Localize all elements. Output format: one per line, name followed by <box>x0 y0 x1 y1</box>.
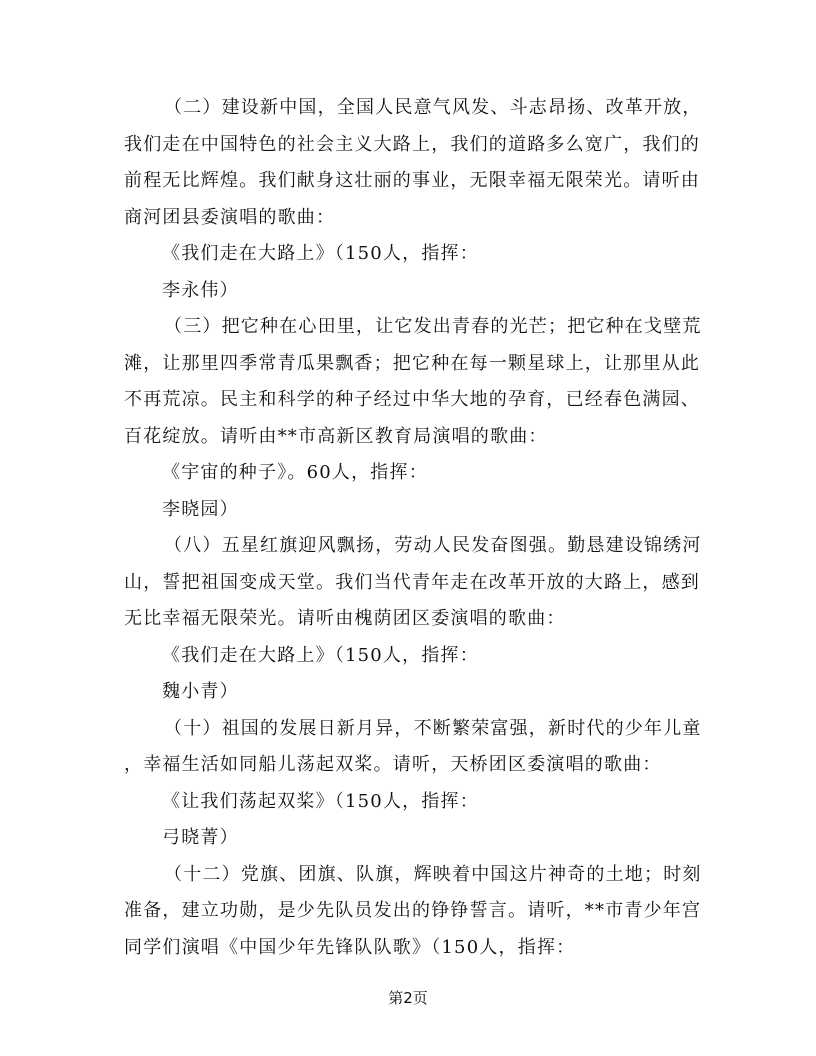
conductor-line: 李晓园） <box>162 498 239 520</box>
song-title-line: 《宇宙的种子》。60人，指挥： <box>162 462 428 483</box>
song-credit-1 <box>124 236 690 309</box>
paragraph-line: （十）祖国的发展日新月异，不断繁荣富强，新时代的少年儿童 <box>164 717 702 739</box>
paragraph-line: 商河团县委演唱的歌曲： <box>124 206 336 228</box>
song-title-line: 《让我们荡起双桨》（150人，指挥： <box>162 790 479 812</box>
paragraph-line: 同学们演唱《中国少年先锋队队歌》（150人，指挥： <box>124 936 576 958</box>
conductor-line: 魏小青） <box>162 681 239 702</box>
paragraph-line: 无比幸福无限荣光。请听由槐荫团区委演唱的歌曲： <box>124 608 566 629</box>
document-body <box>124 90 702 966</box>
paragraph-line: 不再荒凉。民主和科学的种子经过中华大地的孕育，已经春色满园、 <box>124 389 700 410</box>
paragraph-line: ，幸福生活如同船儿荡起双桨。请听，天桥团区委演唱的歌曲： <box>124 754 662 775</box>
paragraph-section-8 <box>124 528 702 638</box>
paragraph-line: （八）五星红旗迎风飘扬，劳动人民发奋图强。勤恳建设锦绣河 <box>164 535 702 556</box>
song-credit-2 <box>124 455 690 528</box>
song-title-line: 《我们走在大路上》（150人，指挥： <box>162 644 479 666</box>
paragraph-line: 百花绽放。请听由**市高新区教育局演唱的歌曲： <box>124 425 548 447</box>
paragraph-section-10 <box>124 711 702 784</box>
paragraph-section-2 <box>124 90 702 236</box>
paragraph-line: （十二）党旗、团旗、队旗，辉映着中国这片神奇的土地；时刻 <box>164 863 702 885</box>
conductor-line: 弓晓菁） <box>162 827 239 848</box>
page-number: 第2页 <box>388 989 428 1007</box>
song-credit-3 <box>124 638 690 711</box>
paragraph-section-3 <box>124 309 702 455</box>
conductor-line: 李永伟） <box>162 279 239 301</box>
paragraph-line: 山，誓把祖国变成天堂。我们当代青年走在改革开放的大路上，感到 <box>124 571 700 593</box>
song-title-line: 《我们走在大路上》（150人，指挥： <box>162 243 479 264</box>
song-credit-4 <box>124 784 690 857</box>
paragraph-line: 前程无比辉煌。我们献身这壮丽的事业，无限幸福无限荣光。请听由 <box>124 170 700 191</box>
paragraph-line: （二）建设新中国，全国人民意气风发、斗志昂扬、改革开放， <box>164 97 702 118</box>
paragraph-line: 滩，让那里四季常青瓜果飘香；把它种在每一颗星球上，让那里从此 <box>124 352 700 374</box>
paragraph-line: 我们走在中国特色的社会主义大路上，我们的道路多么宽广，我们的 <box>124 133 700 155</box>
paragraph-line: （三）把它种在心田里，让它发出青春的光芒；把它种在戈壁荒 <box>164 316 702 337</box>
paragraph-line: 准备，建立功勋，是少先队员发出的铮铮誓言。请听，**市青少年宫 <box>124 900 702 921</box>
paragraph-section-12 <box>124 857 702 967</box>
